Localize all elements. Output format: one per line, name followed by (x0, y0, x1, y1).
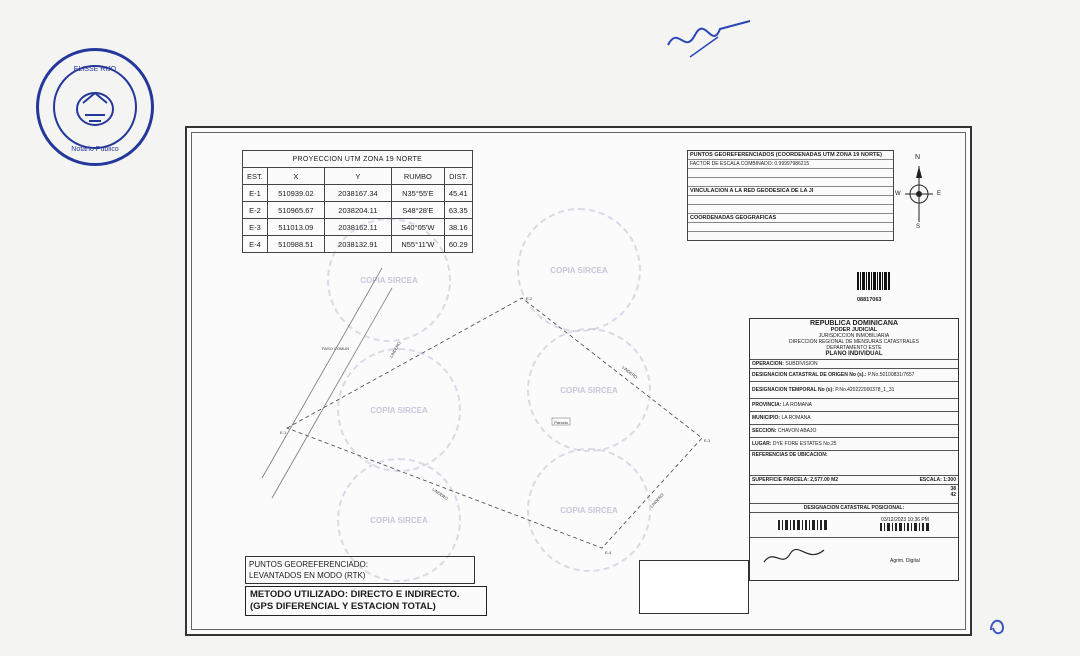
method-line-1: METODO UTILIZADO: DIRECTO E INDIRECTO. (250, 589, 460, 600)
cell: N35°55'E (391, 185, 444, 202)
watermark (337, 348, 461, 472)
signer-name: Agrim. Digital (890, 558, 920, 564)
station-e4: E-4 (605, 550, 612, 555)
cell: 2038132.91 (324, 236, 391, 253)
cell: S40°05'W (391, 219, 444, 236)
section-value: CHAVON ABAJO (777, 428, 817, 434)
temporal-label: DESIGNACION TEMPORAL No (s): (752, 387, 834, 393)
scale-label: ESCALA: (919, 477, 942, 483)
cell: N55°11'W (391, 236, 444, 253)
parcel-center-label: Parcela (554, 420, 568, 425)
cell: 2038204.11 (324, 202, 391, 219)
cell: 45.41 (444, 185, 472, 202)
survey-plan-sheet (185, 126, 972, 636)
municipality-label: MUNICIPIO: (752, 415, 781, 421)
direction: DIRECCION REGIONAL DE MENSURAS CATASTRALES (789, 339, 919, 345)
georef-blank (688, 178, 893, 187)
watermark (517, 208, 641, 332)
initial-mark (985, 610, 1015, 640)
col-y: Y (324, 168, 391, 185)
barcode-icon (880, 523, 930, 531)
station-e2: E-2 (526, 296, 533, 301)
col-dist: DIST. (444, 168, 472, 185)
signature-scribble (660, 15, 760, 65)
title-block (749, 318, 959, 581)
col-est: EST. (243, 168, 268, 185)
georef-blank (688, 169, 893, 178)
station-e1: E-1 (280, 430, 287, 435)
barcode-icon (778, 520, 828, 530)
watermark (527, 448, 651, 572)
compass-e: E (937, 191, 942, 197)
georef-blank (688, 196, 893, 205)
road-label: PASO COMUN (322, 346, 350, 351)
notary-seal (36, 48, 154, 166)
origin-label: DESIGNACION CATASTRAL DE ORIGEN No (s).: (752, 372, 867, 378)
georef-vinculacion: VINCULACION A LA RED GEODESICA DE LA JI (688, 187, 893, 196)
watermark (527, 328, 651, 452)
cell: 60.29 (444, 236, 472, 253)
boundary-label: LINDERO (388, 340, 402, 359)
barcode-icon (857, 272, 893, 292)
barcode (857, 272, 893, 303)
scale-value: 1:300 (943, 477, 956, 483)
georef-factor: FACTOR DE ESCALA COMBINADO: 0.99997986215 (688, 160, 893, 169)
cell: 510965.67 (267, 202, 324, 219)
cell: E-3 (243, 219, 268, 236)
operation-value: SUBDIVISION (785, 361, 818, 367)
seal-emblem (39, 51, 151, 163)
station-e3: E-3 (704, 438, 711, 443)
col-x: X (267, 168, 324, 185)
svg-text:Notario Publico: Notario Publico (71, 146, 119, 153)
department: DEPARTAMENTO ESTE (826, 345, 882, 351)
section-label: SECCION: (752, 428, 777, 434)
area-value: 2,577.00 M2 (810, 477, 839, 483)
cell: 38.16 (444, 219, 472, 236)
cell: 2038162.11 (324, 219, 391, 236)
origin-value: P.No.50100831/7657 (867, 372, 915, 378)
watermark-text: COPIA SIRCEA (370, 405, 428, 415)
municipality-value: LA ROMANA (781, 415, 811, 421)
georef-title: PUNTOS GEOREFERENCIADOS (COORDENADAS UTM ZONA 19 NORTE) (688, 151, 893, 160)
watermark (327, 218, 451, 342)
svg-text:ELISSE RIJO: ELISSE RIJO (73, 66, 117, 73)
place-label: LUGAR: (752, 441, 772, 447)
cell: 510939.02 (267, 185, 324, 202)
compass-w: W (895, 191, 901, 197)
boundary-label: LINDERO (621, 364, 639, 380)
cell: 510988.51 (267, 236, 324, 253)
compass-rose-icon (901, 164, 937, 224)
georef-blank (688, 205, 893, 214)
boundary-label: LINDERO (431, 486, 449, 502)
table-row (243, 185, 473, 202)
country: REPUBLICA DOMINICANA (809, 320, 899, 327)
table-row (243, 202, 473, 219)
signature-scribble (760, 544, 830, 570)
gps-note-line-2: LEVANTADOS EN MODO (RTK) (249, 571, 366, 580)
place-value: DYE FORE ESTATES No.25 (772, 441, 837, 447)
watermark-text: COPIA SIRCEA (560, 385, 618, 395)
final-designation-label: DESIGNACION CATASTRAL POSICIONAL: (750, 504, 958, 513)
utm-header-row (243, 168, 473, 185)
watermark-text: COPIA SIRCEA (560, 505, 618, 515)
province-value: LA ROMANA (782, 402, 813, 408)
area-label: SUPERFICIE PARCELA: (752, 477, 809, 483)
watermark-text: COPIA SIRCEA (550, 265, 608, 275)
barcode-number: 08817063 (857, 297, 882, 303)
refs-label: REFERENCIAS DE UBICACION: (752, 452, 828, 458)
blank-stamp-box (639, 560, 749, 614)
cell: 511013.09 (267, 219, 324, 236)
cell: E-4 (243, 236, 268, 253)
cell: E-2 (243, 202, 268, 219)
boundary-label: LINDERO (649, 492, 665, 509)
branch: PODER JUDICIAL (830, 327, 878, 333)
georef-coordenadas: COORDENADAS GEOGRAFICAS (688, 214, 893, 223)
col-rumbo: RUMBO (391, 168, 444, 185)
sheet-number: 38 (950, 486, 956, 492)
compass-n: N (915, 154, 921, 161)
gps-note-line-1: PUNTOS GEOREFERENCIADO: (249, 560, 368, 569)
temporal-value: P.No.420222000378_1_31 (835, 387, 895, 393)
method-line-2: (GPS DIFERENCIAL Y ESTACION TOTAL) (250, 601, 436, 612)
cell: S48°28'E (391, 202, 444, 219)
plan-type: PLANO INDIVIDUAL (825, 351, 883, 357)
gps-note-box (245, 556, 475, 584)
jurisdiction: JURISDICCION INMOBILIARIA (818, 333, 890, 339)
parcel-drawing (242, 228, 742, 568)
cell: 2038167.34 (324, 185, 391, 202)
watermark-text: COPIA SIRCEA (370, 515, 428, 525)
north-compass (897, 154, 941, 234)
cell: E-1 (243, 185, 268, 202)
watermark-text: COPIA SIRCEA (360, 275, 418, 285)
sheet-total: 42 (950, 492, 956, 498)
cell: 63.35 (444, 202, 472, 219)
issue-date: 03/12/2023 10:36 PM (881, 517, 929, 523)
compass-s: S (916, 224, 921, 230)
province-label: PROVINCIA: (752, 402, 782, 408)
utm-table-title: PROYECCION UTM ZONA 19 NORTE (243, 151, 473, 168)
method-box (245, 586, 487, 616)
operation-label: OPERACION: (752, 361, 784, 367)
